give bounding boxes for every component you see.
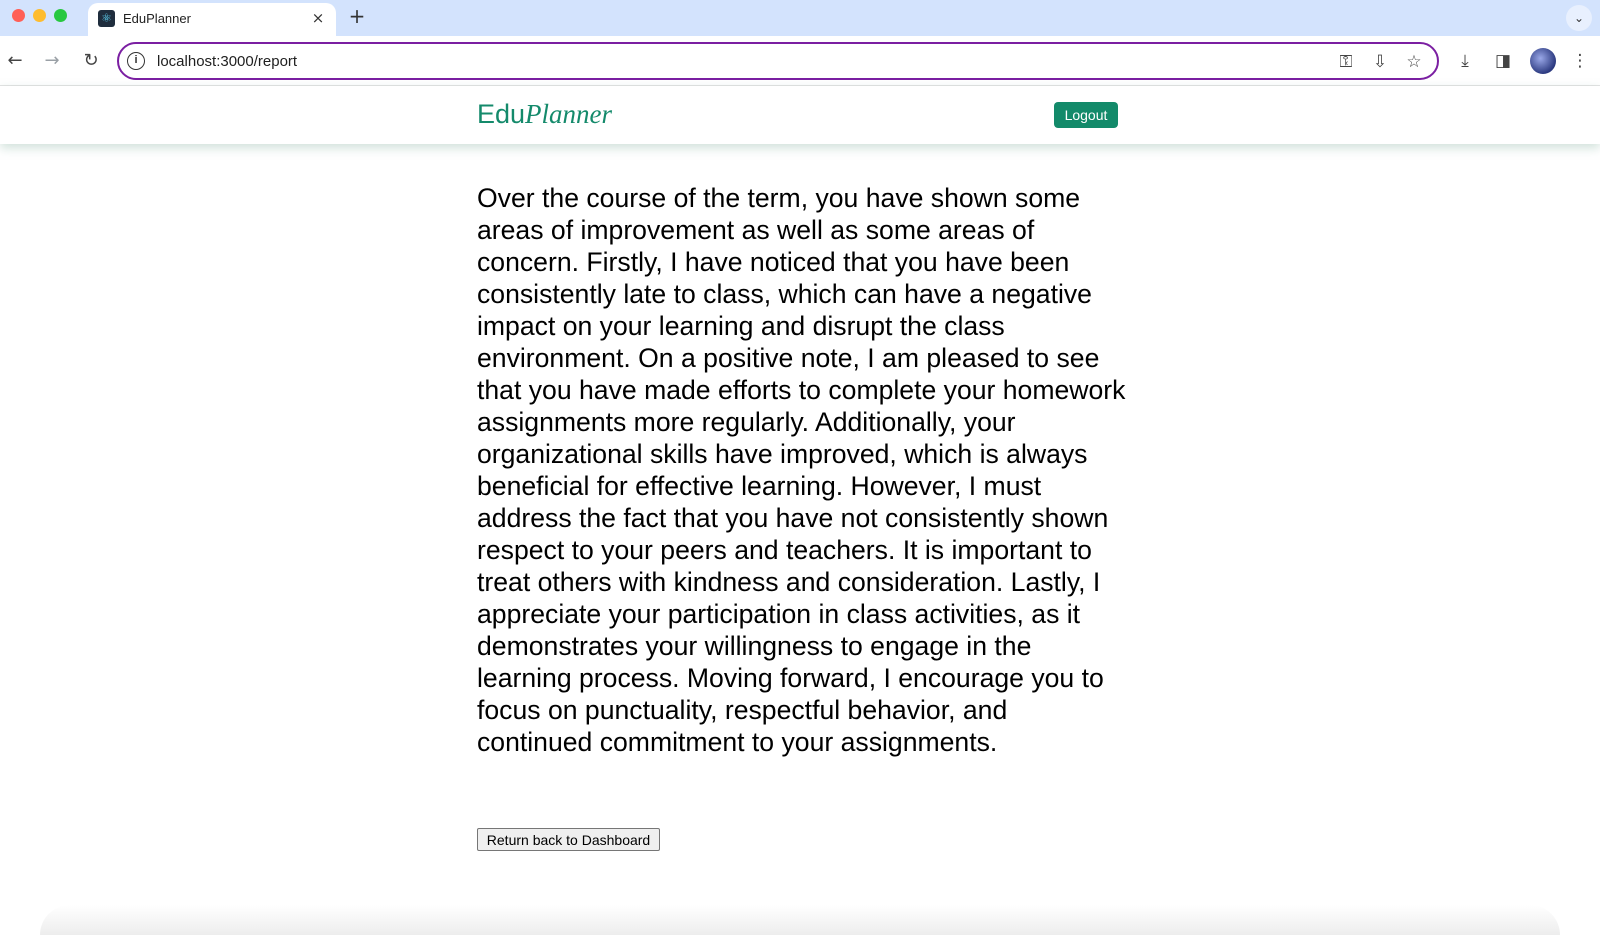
reload-icon[interactable]: ↻	[83, 50, 99, 71]
install-app-icon[interactable]: ⇩	[1372, 52, 1388, 72]
new-tab-icon[interactable]: +	[348, 4, 366, 28]
tab-search-chevron-icon[interactable]: ⌄	[1566, 5, 1592, 31]
page-bottom-shadow	[40, 905, 1560, 935]
site-info-icon[interactable]: i	[127, 52, 145, 70]
return-to-dashboard-button[interactable]: Return back to Dashboard	[477, 828, 660, 851]
app-header	[0, 86, 1600, 144]
window-minimize-button[interactable]	[33, 9, 46, 22]
logout-button[interactable]: Logout	[1054, 102, 1118, 128]
logo-edu-text: Edu	[477, 99, 526, 129]
profile-avatar[interactable]	[1530, 48, 1556, 74]
url-text[interactable]: localhost:3000/report	[157, 53, 298, 70]
window-close-button[interactable]	[12, 9, 25, 22]
browser-toolbar	[0, 36, 1600, 86]
download-icon[interactable]: ⤓	[1461, 51, 1469, 71]
bookmark-star-icon[interactable]: ☆	[1406, 52, 1422, 72]
password-key-icon[interactable]: ⚿	[1339, 52, 1353, 72]
browser-tab-bar	[0, 0, 1600, 36]
logo-planner-text: Planner	[525, 99, 613, 129]
back-arrow-icon[interactable]: ←	[7, 50, 23, 71]
window-maximize-button[interactable]	[54, 9, 67, 22]
tab-close-icon[interactable]: ×	[311, 9, 325, 27]
react-logo-icon: ⚛	[98, 10, 115, 27]
address-bar[interactable]	[117, 42, 1439, 80]
eduplanner-logo[interactable]	[477, 99, 612, 129]
report-paragraph: Over the course of the term, you have shown some areas of improvement as well as some areas of concern. Firstly, I have noticed that you have been consistently late to class, which can have a negative impact on your learning and disrupt the class environment. On a positive note, I am pleased to see that you have made efforts to complete your homework assignments more regularly. Additionally, your organizational skills have improved, which is always beneficial for effective learning. However, I must address the fact that you have not consistently shown respect to your peers and teachers. It is important to treat others with kindness and consideration. Lastly, I appreciate your participation in class activities, as it demonstrates your willingness to engage in the learning process. Moving forward, I encourage you to focus on punctuality, respectful behavior, and continued commitment to your assignments.	[477, 183, 1126, 757]
tab-title: EduPlanner	[123, 11, 191, 26]
forward-arrow-icon[interactable]: →	[44, 50, 60, 71]
browser-tab-active[interactable]	[88, 3, 336, 36]
browser-menu-icon[interactable]: ⋮	[1571, 51, 1589, 71]
side-panel-icon[interactable]: ◨	[1494, 51, 1512, 71]
